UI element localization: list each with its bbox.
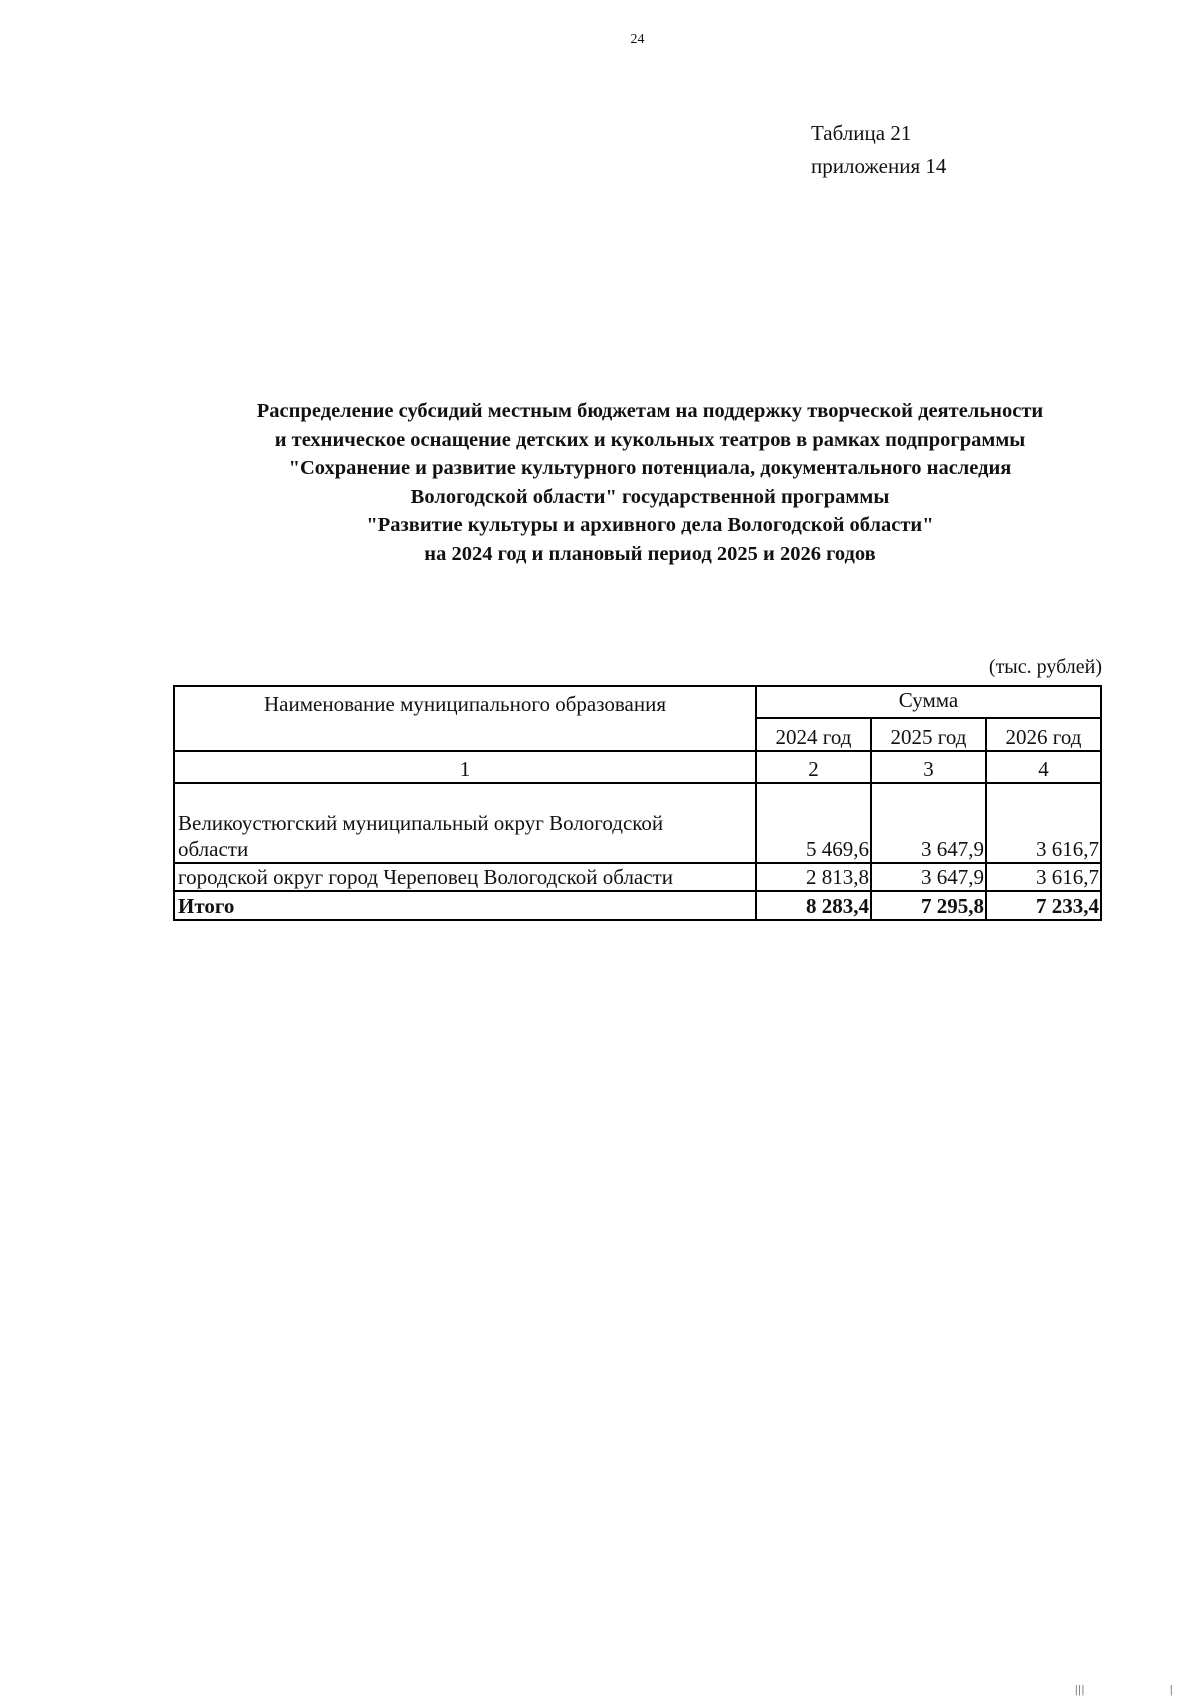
subsidy-table bbox=[173, 685, 1102, 921]
appendix-reference bbox=[811, 117, 946, 183]
total-row bbox=[174, 891, 1101, 920]
title-line: Распределение субсидий местным бюджетам на поддержку творческой деятельности bbox=[256, 400, 1044, 422]
units-label: (тыс. рублей) bbox=[988, 656, 1102, 678]
table-number: Таблица 21 bbox=[811, 121, 912, 145]
column-index: 1 bbox=[174, 751, 756, 783]
header-municipality: Наименование муниципального образования bbox=[174, 686, 756, 751]
municipality-name bbox=[174, 783, 756, 863]
header-sum: Сумма bbox=[756, 686, 1101, 718]
table-row bbox=[174, 783, 1101, 863]
table-header-row bbox=[174, 686, 1101, 718]
total-2024: 8 283,4 bbox=[756, 891, 871, 920]
amount-2024: 5 469,6 bbox=[756, 783, 871, 863]
column-index: 4 bbox=[986, 751, 1101, 783]
title-line: и техническое оснащение детских и кукольных театров в рамках подпрограммы bbox=[274, 428, 1026, 451]
total-label: Итого bbox=[174, 891, 756, 920]
document-title bbox=[150, 397, 1150, 569]
header-year-2026: 2026 год bbox=[986, 718, 1101, 751]
column-index: 2 bbox=[756, 751, 871, 783]
table-row bbox=[174, 863, 1101, 891]
total-2025: 7 295,8 bbox=[871, 891, 986, 920]
title-line: Вологодской области" государственной программы bbox=[410, 485, 890, 508]
title-line: "Развитие культуры и архивного дела Вологодской области" bbox=[366, 514, 934, 537]
amount-2024: 2 813,8 bbox=[756, 863, 871, 891]
header-year-2025: 2025 год bbox=[871, 718, 986, 751]
table-index-row bbox=[174, 751, 1101, 783]
municipality-name-line: Великоустюгский муниципальный округ Вологодской bbox=[178, 811, 664, 835]
amount-2025: 3 647,9 bbox=[871, 863, 986, 891]
scan-mark: | bbox=[1170, 1682, 1173, 1696]
municipality-name: городской округ город Череповец Вологодской области bbox=[174, 863, 756, 891]
page-number: 24 bbox=[630, 32, 645, 47]
title-line: "Сохранение и развитие культурного потенциала, документального наследия bbox=[288, 457, 1012, 480]
header-year-2024: 2024 год bbox=[756, 718, 871, 751]
title-line: на 2024 год и плановый период 2025 и 2026 годов bbox=[424, 542, 876, 565]
municipality-name-line: области bbox=[178, 837, 249, 861]
amount-2026: 3 616,7 bbox=[986, 783, 1101, 863]
appendix-number: приложения 14 bbox=[811, 154, 947, 178]
scan-marks: ||| bbox=[1075, 1682, 1086, 1696]
total-2026: 7 233,4 bbox=[986, 891, 1101, 920]
amount-2026: 3 616,7 bbox=[986, 863, 1101, 891]
amount-2025: 3 647,9 bbox=[871, 783, 986, 863]
column-index: 3 bbox=[871, 751, 986, 783]
